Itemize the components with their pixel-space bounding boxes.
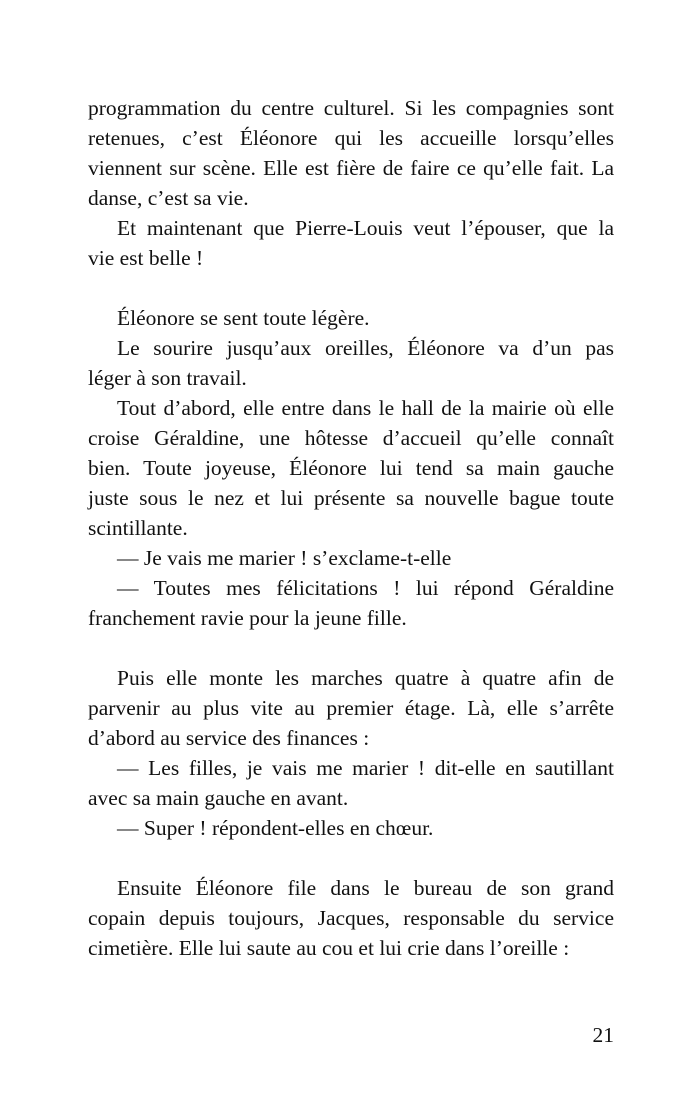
text-line: retenues, c’est Éléonore qui les accueille lorsqu’elles [88,126,614,150]
text-line: Tout d’abord, elle entre dans le hall de la mairie où elle [117,396,614,420]
text-line: croise Géraldine, une hôtesse d’accueil qu’elle connaît [88,426,614,450]
page-number: 21 [592,1023,614,1047]
text-line: avec sa main gauche en avant. [88,786,349,810]
text-line: viennent sur scène. Elle est fière de faire ce qu’elle fait. La [88,156,614,180]
text-line: parvenir au plus vite au premier étage. Là, elle s’arrête [88,696,614,720]
text-line: Puis elle monte les marches quatre à quatre afin de [117,666,614,690]
text-line: Et maintenant que Pierre-Louis veut l’épouser, que la [117,216,614,240]
text-line: juste sous le nez et lui présente sa nouvelle bague toute [88,486,614,510]
dialogue-line: — Toutes mes félicitations ! lui répond Géraldine [117,576,614,600]
text-line: franchement ravie pour la jeune fille. [88,606,407,630]
text-line: bien. Toute joyeuse, Éléonore lui tend sa main gauche [88,456,614,480]
text-line: copain depuis toujours, Jacques, responsable du service [88,906,614,930]
text-line: danse, c’est sa vie. [88,186,249,210]
text-line: vie est belle ! [88,246,204,270]
text-line: cimetière. Elle lui saute au cou et lui crie dans l’oreille : [88,936,570,960]
text-line: Le sourire jusqu’aux oreilles, Éléonore va d’un pas [117,336,614,360]
dialogue-line: — Super ! répondent-elles en chœur. [117,816,434,840]
text-line: scintillante. [88,516,188,540]
text-line: programmation du centre culturel. Si les compagnies sont [88,96,614,120]
dialogue-line: — Je vais me marier ! s’exclame-t-elle [117,546,452,570]
text-line: léger à son travail. [88,366,247,390]
text-line: Ensuite Éléonore file dans le bureau de son grand [117,876,614,900]
text-line: d’abord au service des finances : [88,726,370,750]
dialogue-line: — Les filles, je vais me marier ! dit-elle en sautillant [117,756,614,780]
text-line: Éléonore se sent toute légère. [117,306,370,330]
